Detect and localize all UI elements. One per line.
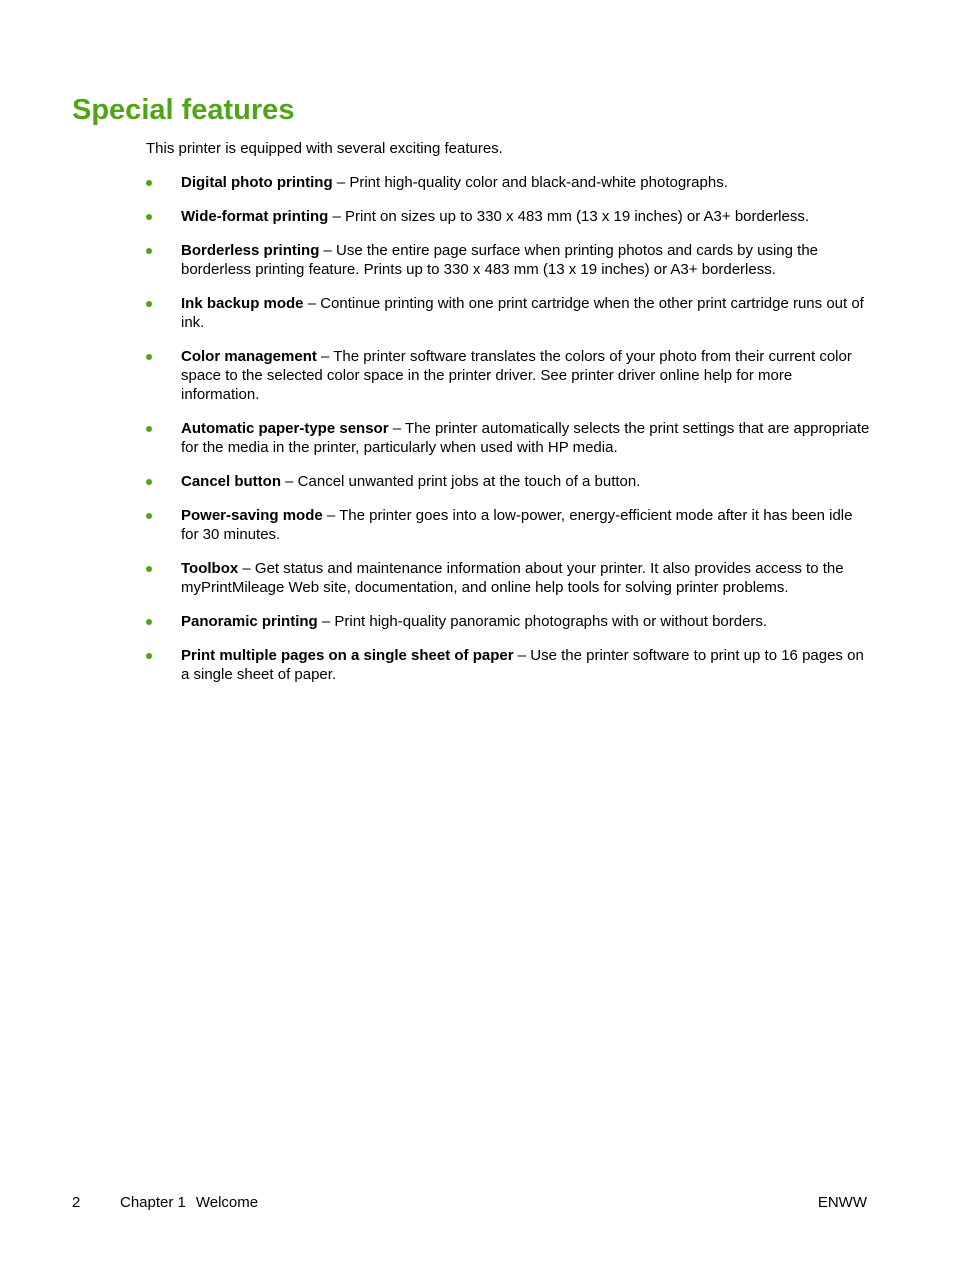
feature-item-borderless-printing xyxy=(146,241,871,279)
feature-item-digital-photo-printing xyxy=(146,173,871,192)
footer-chapter xyxy=(120,1193,258,1212)
page-title: Special features xyxy=(72,94,295,126)
footer-chapter-title: Welcome xyxy=(195,1194,259,1211)
bullet-icon xyxy=(146,619,152,625)
bullet-icon xyxy=(146,426,152,432)
feature-description: – The printer goes into a low-power, energy-efficient mode after it has been idle for 30 minutes. xyxy=(181,507,853,543)
feature-term: Power-saving mode xyxy=(181,507,323,524)
feature-term: Wide-format printing xyxy=(181,208,329,225)
feature-item-wide-format-printing xyxy=(146,207,871,226)
feature-list xyxy=(146,173,871,699)
feature-description: – Get status and maintenance information about your printer. It also provides access to the myPrintMileage Web site, documentation, and online help tools for solving printer problems. xyxy=(181,560,844,596)
bullet-icon xyxy=(146,180,152,186)
feature-term: Ink backup mode xyxy=(181,295,304,312)
feature-term: Automatic paper-type sensor xyxy=(181,420,389,437)
feature-description: – The printer software translates the colors of your photo from their current color space to the selected color space in the printer driver. See printer driver online help for more information. xyxy=(181,348,852,403)
bullet-icon xyxy=(146,248,152,254)
feature-term: Color management xyxy=(181,348,317,365)
feature-term: Toolbox xyxy=(181,560,239,577)
bullet-icon xyxy=(146,354,152,360)
feature-term: Panoramic printing xyxy=(181,613,318,630)
feature-description: – The printer automatically selects the print settings that are appropriate for the media in the printer, particularly when used with HP media. xyxy=(181,420,870,456)
bullet-icon xyxy=(146,513,152,519)
bullet-icon xyxy=(146,653,152,659)
footer-chapter-label: Chapter 1 xyxy=(120,1194,186,1211)
feature-item-cancel-button xyxy=(146,472,871,491)
feature-term: Borderless printing xyxy=(181,242,320,259)
footer-doc-code: ENWW xyxy=(817,1194,867,1211)
feature-description: – Use the entire page surface when printing photos and cards by using the borderless printing feature. Prints up to 330 x 483 mm (13 x 19 inches) or A3+ borderless. xyxy=(181,242,819,278)
feature-item-power-saving-mode xyxy=(146,506,871,544)
feature-item-toolbox xyxy=(146,559,871,597)
feature-item-color-management xyxy=(146,347,871,404)
intro-paragraph: This printer is equipped with several exciting features. xyxy=(146,140,503,157)
feature-description: – Print high-quality color and black-and-white photographs. xyxy=(332,174,728,191)
bullet-icon xyxy=(146,479,152,485)
feature-item-automatic-paper-type-sensor xyxy=(146,419,871,457)
bullet-icon xyxy=(146,301,152,307)
feature-term: Cancel button xyxy=(181,473,281,490)
feature-item-panoramic-printing xyxy=(146,612,871,631)
bullet-icon xyxy=(146,214,152,220)
feature-item-ink-backup-mode xyxy=(146,294,871,332)
bullet-icon xyxy=(146,566,152,572)
feature-item-print-multiple-pages xyxy=(146,646,871,684)
feature-description: – Use the printer software to print up to 16 pages on a single sheet of paper. xyxy=(181,647,864,683)
feature-description: – Print high-quality panoramic photographs with or without borders. xyxy=(317,613,768,630)
feature-description: – Print on sizes up to 330 x 483 mm (13 x 19 inches) or A3+ borderless. xyxy=(328,208,810,225)
feature-description: – Continue printing with one print cartridge when the other print cartridge runs out of ink. xyxy=(181,295,864,331)
feature-term: Digital photo printing xyxy=(181,174,333,191)
feature-description: – Cancel unwanted print jobs at the touch of a button. xyxy=(281,473,641,490)
feature-term: Print multiple pages on a single sheet of paper xyxy=(181,647,514,664)
footer-page-number: 2 xyxy=(72,1194,81,1211)
